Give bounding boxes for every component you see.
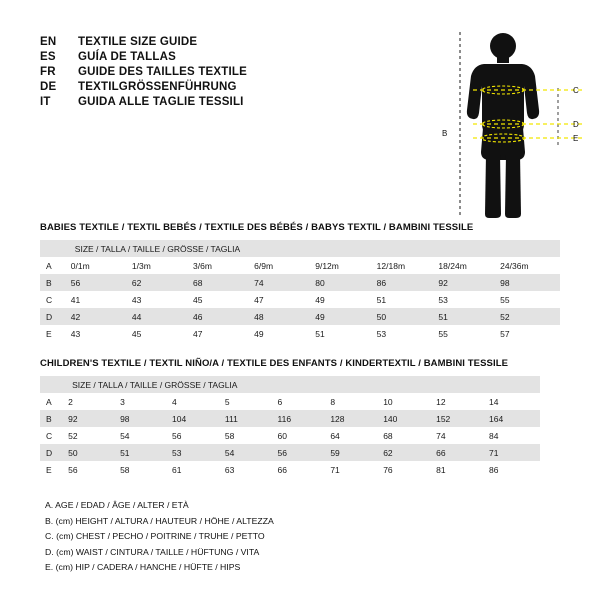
table-row — [40, 444, 540, 461]
legend-line-b: B. (cm) HEIGHT / ALTURA / HAUTEUR / HÖHE / ALTEZZA — [45, 515, 274, 526]
babies-d-4: 49 — [313, 308, 374, 325]
babies-e-7: 57 — [500, 328, 510, 339]
children-b-5: 128 — [328, 410, 381, 427]
babies-c-7: 55 — [500, 294, 510, 305]
figure-letter-e: E — [573, 134, 579, 143]
babies-e-6: 55 — [438, 328, 448, 339]
legend-line-d: D. (cm) WAIST / CINTURA / TAILLE / HÜFTUNG / VITA — [45, 546, 260, 557]
babies-b-7: 98 — [498, 274, 560, 291]
children-b-2: 104 — [170, 410, 223, 427]
table-header-row — [40, 376, 540, 393]
children-b-6: 140 — [381, 410, 434, 427]
figure-letter-c: C — [573, 86, 579, 95]
children-a-4: 6 — [277, 396, 283, 407]
language-title-es: GUÍA DE TALLAS — [78, 51, 176, 63]
language-row — [40, 96, 430, 108]
children-c-0: 52 — [68, 430, 78, 441]
figure-letter-b: B — [442, 129, 448, 138]
children-e-1: 58 — [120, 464, 130, 475]
babies-e-2: 47 — [193, 328, 203, 339]
children-d-7: 66 — [434, 444, 487, 461]
babies-c-3: 47 — [254, 294, 264, 305]
table-header-row — [40, 240, 560, 257]
children-head-label: SIZE / TALLA / TAILLE / GRÖSSE / TAGLIA — [66, 376, 540, 393]
language-row — [40, 66, 430, 78]
children-b-0: 92 — [66, 410, 118, 427]
babies-d-2: 46 — [191, 308, 252, 325]
children-d-5: 59 — [328, 444, 381, 461]
table-row — [40, 325, 560, 342]
children-b-3: 111 — [223, 410, 276, 427]
babies-c-4: 49 — [315, 294, 325, 305]
babies-a-1: 1/3m — [131, 260, 151, 271]
babies-row-label-c: C — [46, 294, 53, 305]
figure-svg — [440, 28, 590, 223]
children-c-8: 84 — [488, 430, 499, 441]
children-c-6: 68 — [383, 430, 393, 441]
babies-e-1: 45 — [131, 328, 142, 339]
children-d-2: 53 — [170, 444, 223, 461]
children-head-blank — [40, 376, 66, 393]
children-row-label-e: E — [46, 464, 52, 475]
babies-b-0: 56 — [69, 274, 130, 291]
table-row — [40, 291, 560, 308]
language-code-it: IT — [40, 96, 51, 108]
babies-e-0: 43 — [70, 328, 81, 339]
table-row — [40, 274, 560, 291]
children-a-1: 3 — [120, 396, 125, 407]
children-d-6: 62 — [381, 444, 434, 461]
language-title-en: TEXTILE SIZE GUIDE — [78, 36, 198, 48]
children-c-5: 64 — [330, 430, 340, 441]
babies-b-3: 74 — [252, 274, 313, 291]
babies-row-label-e: E — [46, 328, 52, 339]
babies-row-label-b: B — [40, 274, 69, 291]
table-row — [40, 393, 540, 410]
children-size-table — [40, 376, 540, 478]
babies-d-6: 51 — [436, 308, 498, 325]
children-b-8: 164 — [487, 410, 540, 427]
language-title-it: GUIDA ALLE TAGLIE TESSILI — [78, 96, 244, 108]
babies-b-1: 62 — [130, 274, 191, 291]
children-e-8: 86 — [488, 464, 499, 475]
babies-head-label: SIZE / TALLA / TAILLE / GRÖSSE / TAGLIA — [69, 240, 560, 257]
language-code-en: EN — [40, 36, 57, 48]
children-c-1: 54 — [120, 430, 130, 441]
babies-row-label-d: D — [40, 308, 69, 325]
legend-line-c: C. (cm) CHEST / PECHO / POITRINE / TRUHE / PETTO — [45, 531, 265, 541]
children-a-6: 10 — [383, 396, 393, 407]
children-a-3: 5 — [224, 396, 230, 407]
children-e-4: 66 — [277, 464, 288, 475]
table-row — [40, 308, 560, 325]
babies-a-5: 12/18m — [376, 260, 406, 271]
body-silhouette — [467, 33, 539, 218]
babies-a-3: 6/9m — [254, 260, 274, 271]
language-row — [40, 81, 430, 93]
children-d-8: 71 — [487, 444, 540, 461]
babies-a-6: 18/24m — [438, 260, 467, 271]
babies-a-7: 24/36m — [500, 260, 529, 271]
babies-c-1: 43 — [131, 294, 142, 305]
children-e-2: 61 — [172, 464, 182, 475]
measurement-legend — [45, 498, 274, 576]
babies-d-5: 50 — [375, 308, 437, 325]
children-row-label-c: C — [46, 430, 53, 441]
children-a-7: 12 — [436, 396, 446, 407]
children-b-7: 152 — [434, 410, 487, 427]
table-row — [40, 410, 540, 427]
babies-d-1: 44 — [130, 308, 191, 325]
babies-d-0: 42 — [69, 308, 130, 325]
babies-head-blank — [40, 240, 69, 257]
language-title-de: TEXTILGRÖSSENFÜHRUNG — [78, 81, 237, 93]
babies-b-2: 68 — [191, 274, 252, 291]
table-row — [40, 461, 540, 478]
children-e-0: 56 — [68, 464, 78, 475]
babies-b-4: 80 — [313, 274, 374, 291]
children-e-3: 63 — [224, 464, 235, 475]
children-c-2: 56 — [172, 430, 182, 441]
body-measurement-figure — [440, 28, 590, 218]
children-e-6: 76 — [383, 464, 393, 475]
children-a-8: 14 — [488, 396, 499, 407]
figure-letter-d: D — [573, 120, 579, 129]
children-d-4: 56 — [276, 444, 329, 461]
children-a-2: 4 — [172, 396, 177, 407]
babies-size-table — [40, 240, 560, 342]
children-d-0: 50 — [66, 444, 118, 461]
babies-c-6: 53 — [438, 294, 448, 305]
children-e-5: 71 — [330, 464, 340, 475]
children-c-4: 60 — [277, 430, 288, 441]
babies-a-0: 0/1m — [70, 260, 90, 271]
children-d-1: 51 — [118, 444, 170, 461]
language-title-block — [40, 36, 430, 111]
children-b-1: 98 — [118, 410, 170, 427]
language-title-fr: GUIDE DES TAILLES TEXTILE — [78, 66, 247, 78]
babies-d-7: 52 — [498, 308, 560, 325]
children-d-3: 54 — [223, 444, 276, 461]
children-e-7: 81 — [436, 464, 446, 475]
children-row-label-b: B — [40, 410, 66, 427]
babies-a-2: 3/6m — [193, 260, 212, 271]
language-row — [40, 51, 430, 63]
babies-c-0: 41 — [70, 294, 81, 305]
babies-b-6: 92 — [436, 274, 498, 291]
babies-d-3: 48 — [252, 308, 313, 325]
children-row-label-d: D — [40, 444, 66, 461]
language-code-es: ES — [40, 51, 56, 63]
babies-b-5: 86 — [375, 274, 437, 291]
children-c-3: 58 — [224, 430, 235, 441]
legend-line-a: A. AGE / EDAD / ÂGE / ALTER / ETÀ — [45, 500, 189, 510]
legend-line-e: E. (cm) HIP / CADERA / HANCHE / HÜFTE / HIPS — [45, 562, 241, 572]
table-row — [40, 427, 540, 444]
children-row-label-a: A — [46, 396, 52, 407]
language-row — [40, 36, 430, 48]
babies-row-label-a: A — [46, 260, 52, 271]
children-a-5: 8 — [330, 396, 336, 407]
children-a-0: 2 — [68, 396, 73, 407]
babies-a-4: 9/12m — [315, 260, 339, 271]
babies-e-4: 51 — [315, 328, 325, 339]
children-section-title: CHILDREN'S TEXTILE / TEXTIL NIÑO/A / TEXTILE DES ENFANTS / KINDERTEXTIL / BAMBINI TESSILE — [40, 358, 509, 369]
babies-e-3: 49 — [254, 328, 264, 339]
children-b-4: 116 — [276, 410, 329, 427]
babies-c-5: 51 — [376, 294, 387, 305]
babies-c-2: 45 — [193, 294, 203, 305]
language-code-de: DE — [40, 81, 57, 93]
babies-section-title: BABIES TEXTILE / TEXTIL BEBÉS / TEXTILE DES BÉBÉS / BABYS TEXTIL / BAMBINI TESSILE — [40, 222, 474, 233]
children-c-7: 74 — [436, 430, 446, 441]
language-code-fr: FR — [40, 66, 56, 78]
table-row — [40, 257, 560, 274]
babies-e-5: 53 — [376, 328, 387, 339]
